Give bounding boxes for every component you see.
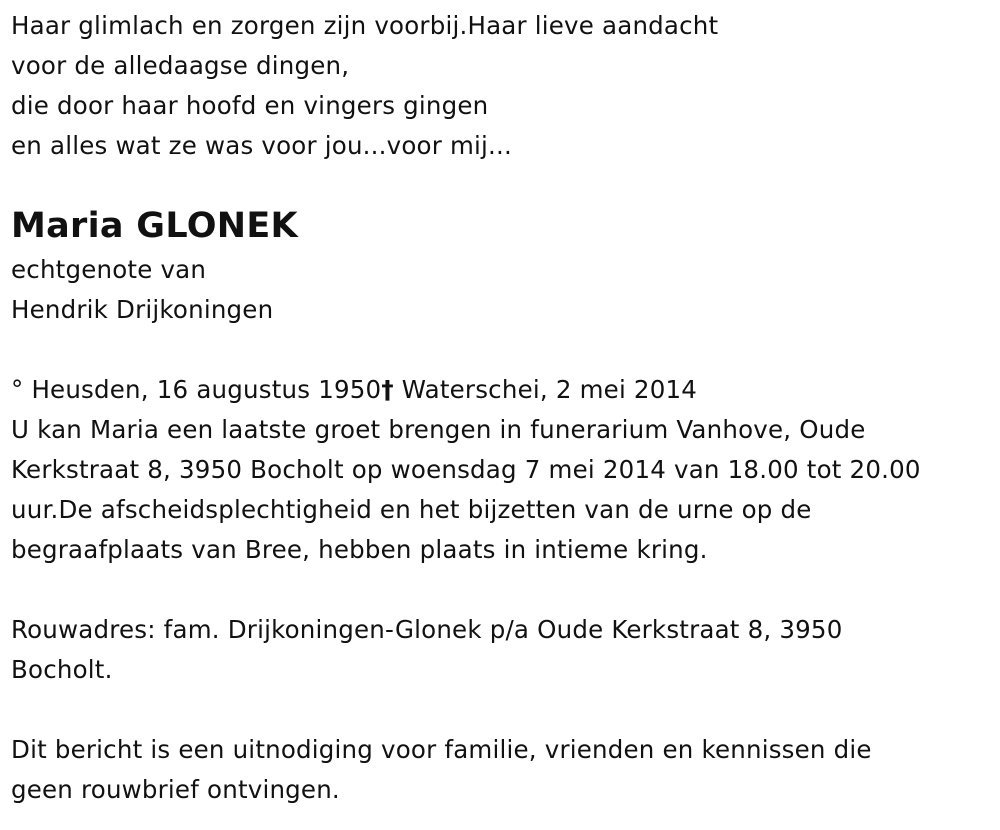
paragraph-line: Bocholt.	[11, 655, 113, 684]
deceased-name: Maria GLONEK	[11, 206, 298, 246]
visitation-paragraph	[11, 410, 986, 570]
life-dates	[11, 370, 986, 410]
paragraph-line: geen rouwbrief ontvingen.	[11, 775, 340, 804]
cross-icon: †	[381, 375, 394, 404]
spacer	[11, 570, 986, 610]
paragraph-line: Kerkstraat 8, 3950 Bocholt op woensdag 7 mei 2014 van 18.00 tot 20.00	[11, 455, 921, 484]
poem-line: die door haar hoofd en vingers gingen	[11, 91, 489, 120]
paragraph-line: uur.De afscheidsplechtigheid en het bijzetten van de urne op de	[11, 495, 812, 524]
spouse-name: Hendrik Drijkoningen	[11, 295, 274, 324]
paragraph-line: Rouwadres: fam. Drijkoningen-Glonek p/a Oude Kerkstraat 8, 3950	[11, 615, 843, 644]
paragraph-line: begraafplaats van Bree, hebben plaats in intieme kring.	[11, 535, 708, 564]
poem-line: voor de alledaagse dingen,	[11, 51, 350, 80]
spacer	[11, 690, 986, 730]
death-date: Waterschei, 2 mei 2014	[393, 375, 698, 404]
invitation-notice	[11, 730, 986, 810]
relation-text: echtgenote van	[11, 255, 207, 284]
spacer	[11, 330, 986, 370]
mourning-address	[11, 610, 986, 690]
death-notice	[11, 6, 986, 810]
poem-line: Haar glimlach en zorgen zijn voorbij.Haar lieve aandacht	[11, 11, 719, 40]
spacer	[11, 166, 986, 202]
birth-date: ° Heusden, 16 augustus 1950	[11, 375, 382, 404]
paragraph-line: Dit bericht is een uitnodiging voor familie, vrienden en kennissen die	[11, 735, 872, 764]
poem	[11, 6, 986, 166]
poem-line: en alles wat ze was voor jou...voor mij...	[11, 131, 513, 160]
paragraph-line: U kan Maria een laatste groet brengen in funerarium Vanhove, Oude	[11, 415, 866, 444]
